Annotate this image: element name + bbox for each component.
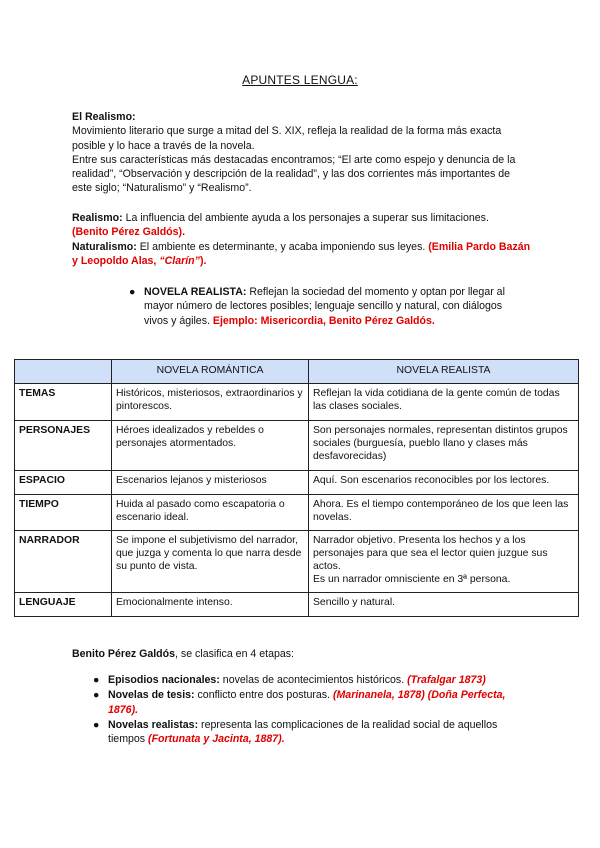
naturalismo-author: (Emilia Pardo Bazán y Leopoldo Alas,	[72, 240, 531, 267]
comparison-table	[14, 359, 579, 617]
galdos-intro	[72, 647, 532, 661]
realismo-label: Realismo:	[72, 212, 123, 224]
novela-realista-list	[129, 285, 524, 328]
romantica-cell: Históricos, misteriosos, extraordinarios y pintorescos.	[112, 384, 309, 421]
galdos-stage-list	[93, 673, 528, 746]
naturalismo-end: ).	[199, 254, 207, 267]
galdos-intro-line	[72, 647, 532, 661]
realismo-text: La influencia del ambiente ayuda a los personajes a superar sus limitaciones.	[122, 212, 489, 224]
table-row	[15, 384, 579, 421]
stage-label: Novelas de tesis:	[108, 689, 195, 702]
table-header-row	[15, 360, 579, 384]
romantica-cell: Escenarios lejanos y misteriosos	[112, 471, 309, 495]
list-item	[129, 285, 524, 328]
naturalismo-clarin: “Clarín”	[159, 254, 200, 267]
naturalismo-definition	[72, 240, 532, 269]
header-novela-romantica: NOVELA ROMÁNTICA	[112, 360, 309, 384]
realista-cell: Reflejan la vida cotidiana de la gente común de todas las clases sociales.	[309, 384, 579, 421]
corrientes-section	[72, 211, 532, 268]
galdos-stages	[93, 673, 528, 746]
table-row	[15, 471, 579, 495]
row-label: TEMAS	[15, 384, 112, 421]
table-row	[15, 421, 579, 471]
table-row	[15, 593, 579, 617]
novela-realista-label: NOVELA REALISTA:	[144, 286, 247, 298]
stage-text: novelas de acontecimientos históricos.	[219, 674, 408, 686]
novela-realista-text: Reflejan la sociedad del momento y optan por llegar al mayor número de lectores posibles; lenguaje sencillo y natural, con diálogos vivos y ágiles.	[144, 286, 505, 327]
realismo-section	[72, 110, 532, 196]
romantica-cell: Se impone el subjetivismo del narrador, que juzga y comenta lo que narra desde su punto de vista.	[112, 531, 309, 593]
row-label: LENGUAJE	[15, 593, 112, 617]
romantica-cell: Héroes idealizados y rebeldes o personajes atormentados.	[112, 421, 309, 471]
list-item	[93, 673, 528, 687]
romantica-cell: Emocionalmente intenso.	[112, 593, 309, 617]
galdos-intro-text: , se clasifica en 4 etapas:	[175, 648, 294, 660]
naturalismo-text: El ambiente es determinante, y acaba imponiendo sus leyes.	[136, 240, 429, 253]
realismo-heading: El Realismo:	[72, 111, 136, 123]
header-empty	[15, 360, 112, 384]
table-row	[15, 495, 579, 531]
stage-label: Novelas realistas:	[108, 718, 199, 731]
stage-works: (Marinanela, 1878) (Doña Perfecta, 1876).	[108, 689, 506, 716]
row-label: NARRADOR	[15, 531, 112, 593]
bullet-icon: ●	[129, 286, 136, 298]
realista-cell: Aquí. Son escenarios reconocibles por los lectores.	[309, 471, 579, 495]
naturalismo-label: Naturalismo:	[72, 240, 137, 253]
stage-text: representa las complicaciones de la realidad social de aquellos tiempos	[108, 718, 498, 746]
table-row	[15, 531, 579, 593]
realista-cell: Sencillo y natural.	[309, 593, 579, 617]
bullet-icon: ●	[93, 718, 100, 731]
realista-cell	[309, 531, 579, 593]
realista-cell-line-2: Es un narrador omnisciente en 3ª persona.	[313, 574, 511, 585]
list-item	[93, 688, 528, 717]
header-novela-realista: NOVELA REALISTA	[309, 360, 579, 384]
realismo-paragraph-1: Movimiento literario que surge a mitad del S. XIX, refleja la realidad de la forma más exacta posible y lo hace a través de la novela.	[72, 125, 502, 152]
realismo-paragraph-2: Entre sus características más destacadas encontramos; “El arte como espejo y denuncia de la realidad”, “Observación y descripción de la realidad”, y las dos corrientes más importantes de este siglo; “Naturalismo” y “Realismo”.	[72, 153, 516, 195]
novela-realista-example: Ejemplo: Misericordia, Benito Pérez Galdós.	[212, 314, 435, 327]
realista-cell: Son personajes normales, representan distintos grupos sociales (burguesía, pueblo llano y clases más desfavorecidas)	[309, 421, 579, 471]
row-label: ESPACIO	[15, 471, 112, 495]
realismo-definition	[72, 211, 532, 240]
stage-works: (Fortunata y Jacinta, 1887).	[148, 733, 285, 746]
realista-cell-line-1: Narrador objetivo. Presenta los hechos y a los personajes para que sea el lector quien juzgue sus actos.	[313, 535, 548, 572]
bullet-icon: ●	[93, 689, 100, 702]
realismo-author: (Benito Pérez Galdós).	[72, 226, 186, 239]
romantica-cell: Huida al pasado como escapatoria o escenario ideal.	[112, 495, 309, 531]
page-title: APUNTES LENGUA:	[242, 73, 358, 87]
row-label: PERSONAJES	[15, 421, 112, 471]
stage-works: (Trafalgar 1873)	[407, 674, 486, 686]
realista-cell: Ahora. Es el tiempo contemporáneo de los que leen las novelas.	[309, 495, 579, 531]
stage-text: conflicto entre dos posturas.	[194, 689, 333, 702]
list-item	[93, 718, 528, 747]
galdos-name: Benito Pérez Galdós	[72, 648, 176, 660]
stage-label: Episodios nacionales:	[108, 674, 220, 686]
bullet-icon: ●	[93, 674, 100, 686]
row-label: TIEMPO	[15, 495, 112, 531]
novela-realista-bullet	[129, 285, 524, 328]
